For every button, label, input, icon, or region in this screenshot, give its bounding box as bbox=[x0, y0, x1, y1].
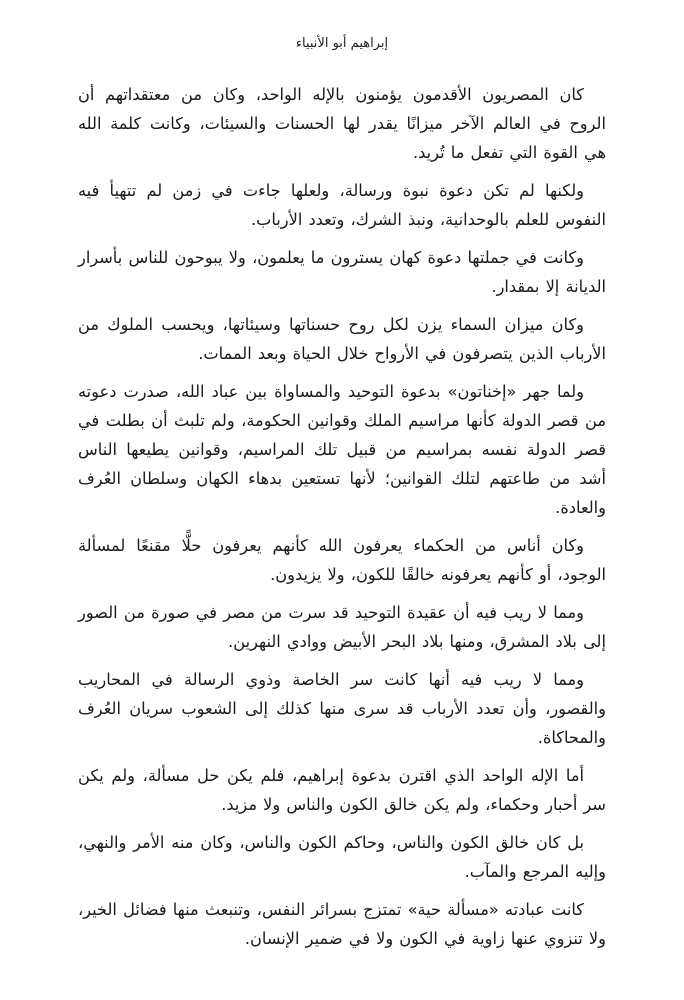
paragraph-3: وكانت في جملتها دعوة كهان يسترون ما يعلمون، ولا يبوحون للناس بأسرار الديانة إلا بمقدار. bbox=[78, 248, 606, 296]
paragraph-7: ومما لا ريب فيه أن عقيدة التوحيد قد سرت من مصر في صورة من الصور إلى بلاد المشرق، ومنها بلاد البحر الأبيض ووادي النهرين. bbox=[78, 603, 606, 651]
paragraph-2: ولكنها لم تكن دعوة نبوة ورسالة، ولعلها جاءت في زمن لم تتهيأ فيه النفوس للعلم بالوحدانية، ونبذ الشرك، وتعدد الأرباب. bbox=[78, 181, 606, 229]
running-header: إبراهيم أبو الأنبياء bbox=[295, 36, 389, 51]
paragraph-11: كانت عبادته «مسألة حية» تمتزج بسرائر النفس، وتنبعث منها فضائل الخير، ولا تنزوي عنها زاوية في الكون ولا في ضمير الإنسان. bbox=[78, 900, 606, 948]
paragraph-6: وكان أناس من الحكماء يعرفون الله كأنهم يعرفون حلًّا مقنعًا لمسألة الوجود، أو كأنهم يعرفونه خالقًا للكون، ولا يزيدون. bbox=[78, 536, 606, 584]
body-text bbox=[78, 80, 606, 962]
paragraph-5: ولما جهر «إخناتون» بدعوة التوحيد والمساواة بين عباد الله، صدرت دعوته من قصر الدولة كأنها مراسيم الملك وقوانين الحكومة، ولم تلبث أن بطلت في قصر الدولة نفسه بمراسيم من قبيل تلك المراسيم، وقوانين يطيعها الناس أشد من طاعتهم لتلك القوانين؛ لأنها تستعين بدهاء الكهان وسلطان العُرف والعادة. bbox=[78, 382, 606, 517]
paragraph-8: ومما لا ريب فيه أنها كانت سر الخاصة وذوي الرسالة في المحاريب والقصور، وأن تعدد الأرباب قد سرى منها كذلك إلى الشعوب سريان العُرف والمحاكاة. bbox=[78, 670, 606, 747]
paragraph-10: بل كان خالق الكون والناس، وحاكم الكون والناس، وكان منه الأمر والنهي، وإليه المرجع والمآب. bbox=[78, 833, 606, 881]
paragraph-4: وكان ميزان السماء يزن لكل روح حسناتها وسيئاتها، ويحسب الملوك من الأرباب الذين يتصرفون في الأرواح خلال الحياة وبعد الممات. bbox=[78, 315, 606, 363]
paragraph-1: كان المصريون الأقدمون يؤمنون بالإله الواحد، وكان من معتقداتهم أن الروح في العالم الآخر ميزانًا يقدر لها الحسنات والسيئات، وكانت كلمة الله هي القوة التي تفعل ما تُريد. bbox=[78, 85, 606, 162]
paragraph-9: أما الإله الواحد الذي اقترن بدعوة إبراهيم، فلم يكن حل مسألة، ولم يكن سر أحبار وحكماء، ولم يكن خالق الكون والناس ولا مزيد. bbox=[78, 766, 606, 814]
